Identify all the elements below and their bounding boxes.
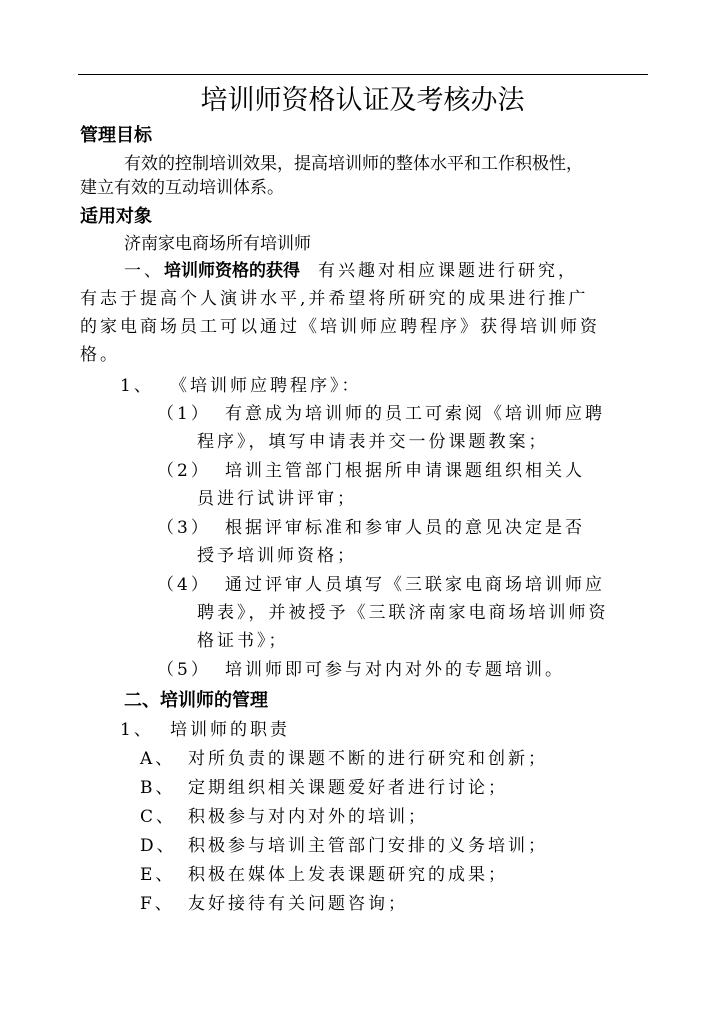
duty-letter: F、 — [140, 894, 175, 914]
duty-text: 定期组织相关课题爱好者进行讨论； — [188, 778, 508, 798]
duty-text: 积极参与培训主管部门安排的义务培训； — [188, 836, 548, 856]
section1-heading: 培训师资格的获得 — [164, 261, 300, 281]
list-item — [140, 776, 508, 800]
goal-heading: 管理目标 — [80, 125, 152, 146]
item-text-cont: 聘表》，并被授予《三联济南家电商场培训师资 — [197, 603, 609, 623]
item-text-cont: 员进行试讲评审； — [197, 489, 357, 509]
list-item — [157, 402, 605, 426]
item-text: 根据评审标准和参审人员的意见决定是否 — [225, 518, 585, 538]
list-item — [157, 459, 585, 483]
goal-text-line-1: 有效的控制培训效果，提高培训师的整体水平和工作积极性， — [124, 154, 583, 174]
duty-letter: B、 — [140, 778, 176, 798]
item-text: 有意成为培训师的员工可索阅《培训师应聘 — [225, 404, 605, 424]
section1-sub-num: 1、 — [120, 376, 154, 396]
duty-letter: A、 — [140, 749, 176, 769]
duty-letter: C、 — [140, 807, 177, 827]
item-text-cont: 格证书》； — [197, 631, 289, 651]
section1-subheading — [120, 374, 362, 398]
section2-sub-title: 培训师的职责 — [170, 720, 290, 740]
list-item — [140, 805, 428, 829]
section1-text-4: 格。 — [80, 345, 120, 365]
target-heading: 适用对象 — [80, 206, 152, 227]
duty-text: 积极参与对内对外的培训； — [188, 807, 428, 827]
item-text: 通过评审人员填写《三联家电商场培训师应 — [225, 575, 605, 595]
item-number: （3） — [157, 518, 211, 538]
header-rule — [78, 74, 648, 75]
duty-text: 友好接待有关问题咨询； — [188, 894, 408, 914]
page-title: 培训师资格认证及考核办法 — [200, 85, 525, 116]
list-item — [157, 516, 585, 540]
section1-prefix: 一、 — [124, 261, 164, 281]
item-text: 培训师即可参与对内对外的专题培训。 — [225, 660, 565, 680]
section1-sub-title: 《培训师应聘程序》： — [170, 376, 362, 396]
item-number: （5） — [157, 660, 211, 680]
list-item — [140, 892, 408, 916]
list-item — [140, 747, 548, 771]
duty-text: 积极在媒体上发表课题研究的成果； — [188, 865, 508, 885]
item-text-cont: 授予培训师资格； — [197, 546, 357, 566]
section2-subheading — [120, 718, 290, 742]
list-item — [140, 863, 508, 887]
duty-letter: D、 — [140, 836, 177, 856]
section1-text-3: 的家电商场员工可以通过《培训师应聘程序》获得培训师资 — [80, 317, 600, 337]
item-number: （4） — [157, 575, 211, 595]
goal-text-line-2: 建立有效的互动培训体系。 — [80, 178, 284, 198]
section1-first-line — [124, 259, 578, 283]
list-item — [157, 573, 605, 597]
section2-heading: 二、培训师的管理 — [124, 690, 268, 711]
item-number: （2） — [157, 461, 211, 481]
duty-text: 对所负责的课题不断的进行研究和创新； — [188, 749, 548, 769]
item-text: 培训主管部门根据所申请课题组织相关人 — [225, 461, 585, 481]
list-item — [157, 658, 565, 682]
section2-sub-num: 1、 — [120, 720, 154, 740]
section1-text-1: 有兴趣对相应课题进行研究， — [318, 261, 578, 281]
item-number: （1） — [157, 404, 211, 424]
target-text: 济南家电商场所有培训师 — [124, 234, 311, 254]
section1-text-2: 有志于提高个人演讲水平,并希望将所研究的成果进行推广 — [80, 289, 589, 309]
duty-letter: E、 — [140, 865, 176, 885]
list-item — [140, 834, 548, 858]
item-text-cont: 程序》，填写申请表并交一份课题教案； — [197, 432, 549, 452]
